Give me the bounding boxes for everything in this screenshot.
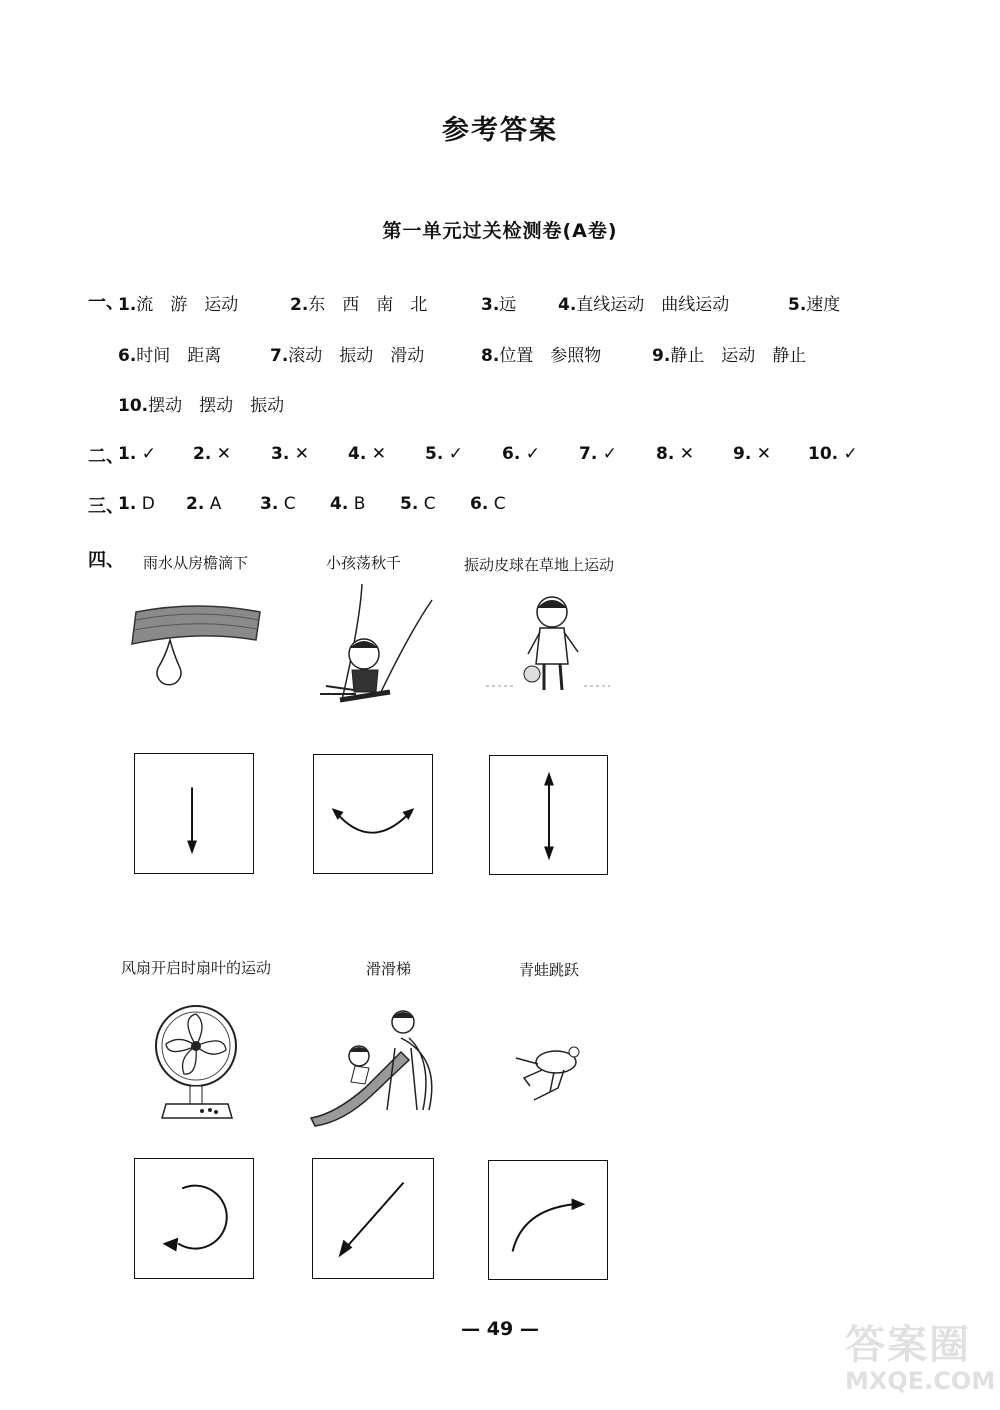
judge-9: 9. ✕ xyxy=(733,444,771,464)
judge-3: 3. ✕ xyxy=(271,444,309,464)
judge-10: 10. ✓ xyxy=(808,444,858,464)
arrow-box-swing-arc xyxy=(313,754,433,874)
judge-7: 7. ✓ xyxy=(579,444,617,464)
arrow-box-circular xyxy=(134,1158,254,1279)
roof-drop-illustration xyxy=(128,600,268,690)
judge-4: 4. ✕ xyxy=(348,444,386,464)
answer-1-3: 3.远 xyxy=(481,295,517,315)
caption-slide: 滑滑梯 xyxy=(366,960,412,978)
arrow-box-diagonal xyxy=(312,1158,434,1279)
page-title: 参考答案 xyxy=(442,115,558,146)
answer-1-6: 6.时间 距离 xyxy=(118,346,222,366)
section-subtitle: 第一单元过关检测卷(A卷) xyxy=(382,220,618,242)
page-number: — 49 — xyxy=(461,1318,539,1340)
judge-1: 1. ✓ xyxy=(118,444,156,464)
answer-1-8: 8.位置 参照物 xyxy=(481,346,602,366)
choice-1: 1. D xyxy=(118,494,155,514)
choice-4: 4. B xyxy=(330,494,366,514)
choice-6: 6. C xyxy=(470,494,506,514)
arrow-box-curved xyxy=(488,1160,608,1280)
fan-illustration xyxy=(150,1000,244,1124)
answer-1-10: 10.摆动 摆动 振动 xyxy=(118,396,285,416)
answer-1-9: 9.静止 运动 静止 xyxy=(652,346,807,366)
slide-illustration xyxy=(305,998,445,1130)
choice-5: 5. C xyxy=(400,494,436,514)
answer-1-2: 2.东 西 南 北 xyxy=(290,295,428,315)
caption-rain: 雨水从房檐滴下 xyxy=(143,554,249,572)
watermark xyxy=(845,1322,995,1402)
answer-1-5: 5.速度 xyxy=(788,295,841,315)
caption-ball: 振动皮球在草地上运动 xyxy=(464,556,615,574)
watermark-logo: 答案圈 xyxy=(845,1322,971,1368)
judge-5: 5. ✓ xyxy=(425,444,463,464)
answer-1-7: 7.滚动 振动 滑动 xyxy=(270,346,425,366)
choice-3: 3. C xyxy=(260,494,296,514)
choice-2: 2. A xyxy=(186,494,222,514)
swing-illustration xyxy=(300,582,440,710)
section2-label: 二、 xyxy=(88,446,124,467)
caption-fan: 风扇开启时扇叶的运动 xyxy=(121,959,272,977)
section3-label: 三、 xyxy=(88,496,124,517)
frog-illustration xyxy=(512,1036,592,1106)
judge-2: 2. ✕ xyxy=(193,444,231,464)
judge-8: 8. ✕ xyxy=(656,444,694,464)
section4-label: 四、 xyxy=(88,550,124,571)
caption-swing: 小孩荡秋千 xyxy=(326,554,402,572)
judge-6: 6. ✓ xyxy=(502,444,540,464)
caption-frog: 青蛙跳跃 xyxy=(519,961,580,979)
answer-1-1: 1.流 游 运动 xyxy=(118,295,239,315)
section1-label: 一、 xyxy=(88,292,124,313)
arrow-box-up-down xyxy=(489,755,608,875)
answer-1-4: 4.直线运动 曲线运动 xyxy=(558,295,730,315)
watermark-url: MXQE.COM xyxy=(845,1367,996,1395)
boy-ball-illustration xyxy=(484,592,614,702)
arrow-box-down xyxy=(134,753,254,874)
